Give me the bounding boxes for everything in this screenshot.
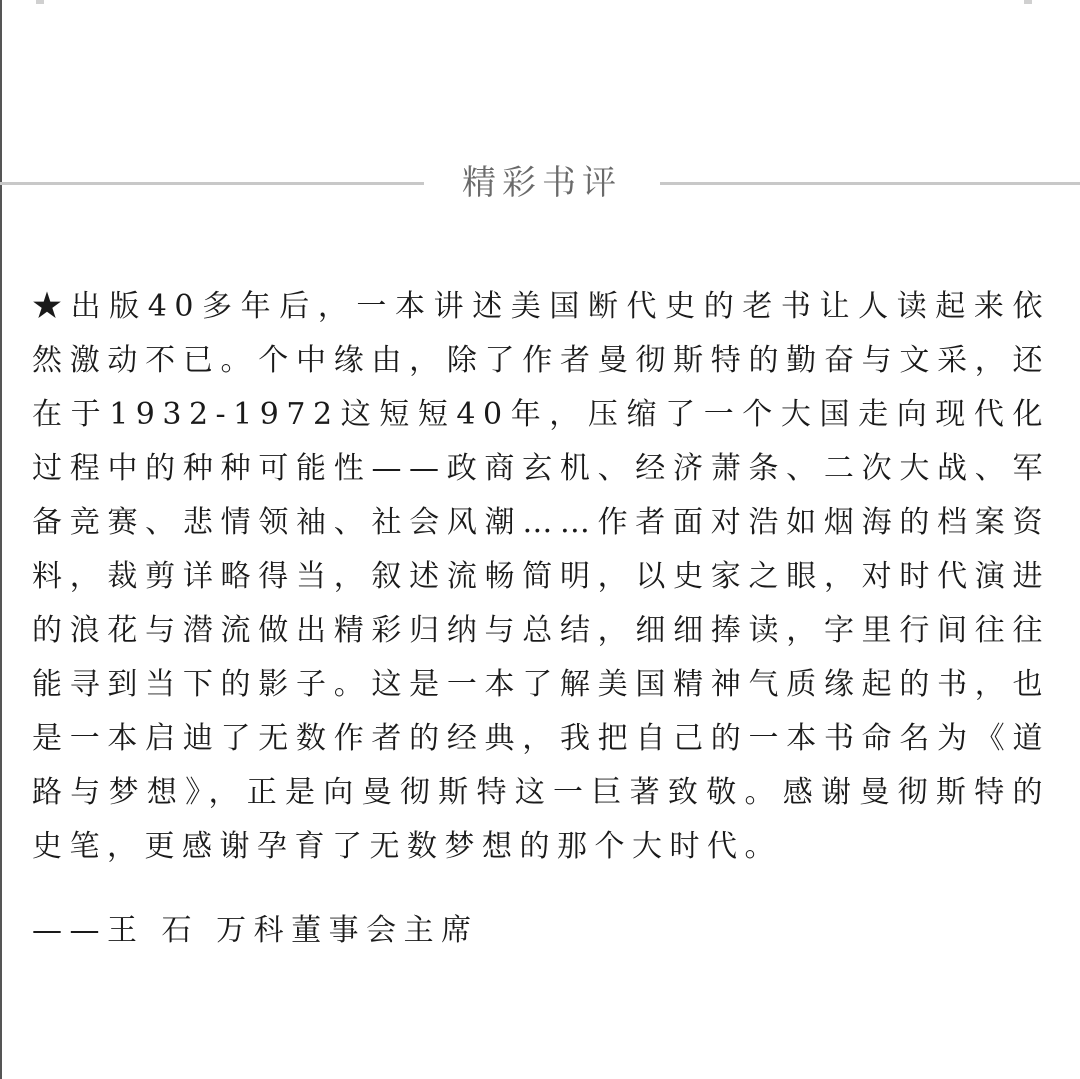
top-left-crop-mark: [36, 0, 44, 4]
top-right-crop-mark: [1024, 0, 1032, 4]
section-header: [0, 158, 1080, 210]
header-rule-right: [660, 182, 1080, 185]
section-title: 精彩书评: [462, 163, 622, 203]
header-rule-left: [0, 182, 424, 185]
review-body-text: ★出版40多年后，一本讲述美国断代史的老书让人读起来依然激动不已。个中缘由，除了作者曼彻斯特的勤奋与文采，还在于1932-1972这短短40年，压缩了一个大国走向现代化过程中的种种可能性——政商玄机、经济萧条、二次大战、军备竞赛、悲情领袖、社会风潮……作者面对浩如烟海的档案资料，裁剪详略得当，叙述流畅简明，以史家之眼，对时代演进的浪花与潜流做出精彩归纳与总结，细细捧读，字里行间往往能寻到当下的影子。这是一本了解美国精神气质缘起的书，也是一本启迪了无数作者的经典，我把自己的一本书命名为《道路与梦想》，正是向曼彻斯特这一巨著致敬。感谢曼彻斯特的史笔，更感谢孕育了无数梦想的那个大时代。: [32, 289, 1050, 864]
review-attribution: ——王 石 万科董事会主席: [32, 913, 479, 948]
